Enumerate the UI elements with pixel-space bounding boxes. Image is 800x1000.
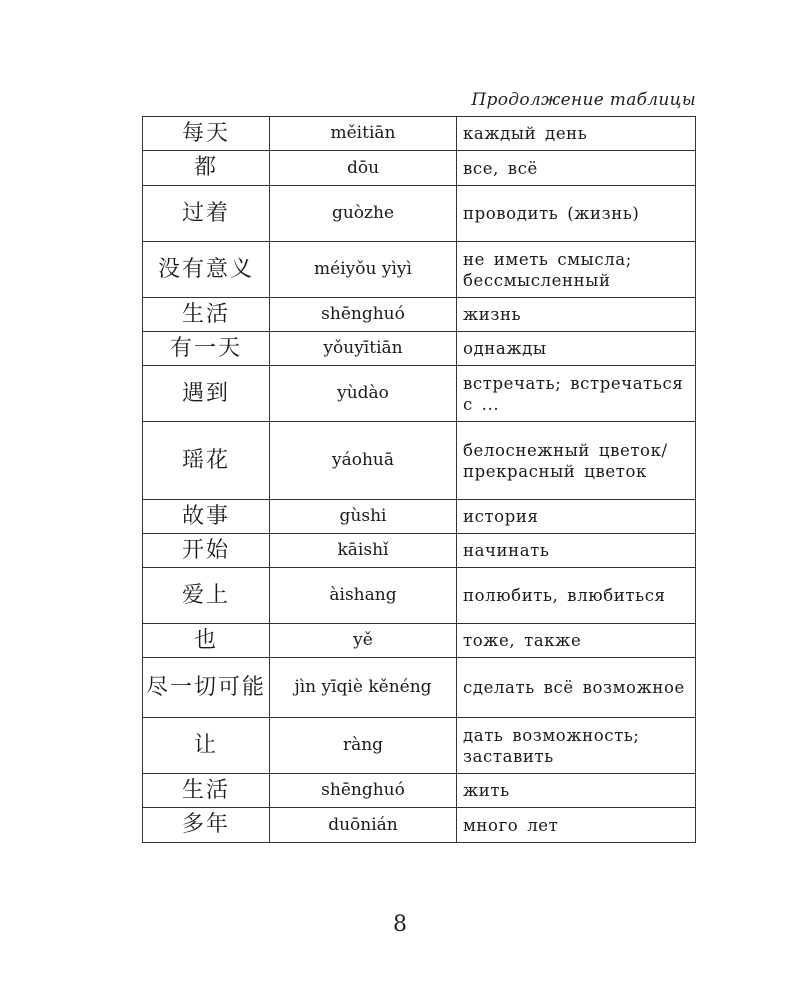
table-row: [143, 624, 696, 658]
table-row: [143, 332, 696, 366]
meaning-cell: много лет: [457, 808, 696, 843]
pinyin-cell: yǒuyītiān: [270, 332, 457, 366]
table-row: [143, 151, 696, 186]
pinyin-cell: shēnghuó: [270, 298, 457, 332]
hanzi-cell: 没有意义: [143, 242, 270, 298]
meaning-cell: встречать; встречаться с ...: [457, 366, 696, 422]
pinyin-cell: shēnghuó: [270, 774, 457, 808]
hanzi-cell: 有一天: [143, 332, 270, 366]
table-row: [143, 366, 696, 422]
vocabulary-table: [142, 116, 696, 843]
meaning-cell: начинать: [457, 534, 696, 568]
pinyin-cell: duōnián: [270, 808, 457, 843]
pinyin-cell: yě: [270, 624, 457, 658]
table-row: [143, 500, 696, 534]
page-number: 8: [393, 912, 407, 937]
table-row: [143, 718, 696, 774]
pinyin-cell: àishang: [270, 568, 457, 624]
meaning-cell: не иметь смысла; бессмысленный: [457, 242, 696, 298]
hanzi-cell: 开始: [143, 534, 270, 568]
table-row: [143, 774, 696, 808]
hanzi-cell: 瑶花: [143, 422, 270, 500]
hanzi-cell: 多年: [143, 808, 270, 843]
pinyin-cell: méiyǒu yìyì: [270, 242, 457, 298]
meaning-cell: жить: [457, 774, 696, 808]
table-row: [143, 186, 696, 242]
table-continuation-note: Продолжение таблицы: [471, 90, 696, 110]
meaning-cell: тоже, также: [457, 624, 696, 658]
hanzi-cell: 都: [143, 151, 270, 186]
meaning-cell: история: [457, 500, 696, 534]
table-row: [143, 298, 696, 332]
pinyin-cell: guòzhe: [270, 186, 457, 242]
meaning-cell: белоснежный цветок/прекрасный цветок: [457, 422, 696, 500]
meaning-cell: жизнь: [457, 298, 696, 332]
pinyin-cell: dōu: [270, 151, 457, 186]
hanzi-cell: 过着: [143, 186, 270, 242]
pinyin-cell: kāishǐ: [270, 534, 457, 568]
table-row: [143, 242, 696, 298]
hanzi-cell: 遇到: [143, 366, 270, 422]
table-row: [143, 117, 696, 151]
meaning-cell: сделать всё возможное: [457, 658, 696, 718]
pinyin-cell: yáohuā: [270, 422, 457, 500]
meaning-cell: дать возможность; заставить: [457, 718, 696, 774]
pinyin-cell: yùdào: [270, 366, 457, 422]
hanzi-cell: 爱上: [143, 568, 270, 624]
table-row: [143, 534, 696, 568]
meaning-cell: проводить (жизнь): [457, 186, 696, 242]
table-row: [143, 808, 696, 843]
hanzi-cell: 尽一切可能: [143, 658, 270, 718]
hanzi-cell: 也: [143, 624, 270, 658]
hanzi-cell: 每天: [143, 117, 270, 151]
pinyin-cell: gùshi: [270, 500, 457, 534]
hanzi-cell: 故事: [143, 500, 270, 534]
meaning-cell: каждый день: [457, 117, 696, 151]
meaning-cell: все, всё: [457, 151, 696, 186]
pinyin-cell: ràng: [270, 718, 457, 774]
table-row: [143, 568, 696, 624]
hanzi-cell: 生活: [143, 774, 270, 808]
table-row: [143, 422, 696, 500]
pinyin-cell: jìn yīqiè kěnéng: [270, 658, 457, 718]
meaning-cell: полюбить, влюбиться: [457, 568, 696, 624]
hanzi-cell: 让: [143, 718, 270, 774]
table-row: [143, 658, 696, 718]
meaning-cell: однажды: [457, 332, 696, 366]
hanzi-cell: 生活: [143, 298, 270, 332]
pinyin-cell: měitiān: [270, 117, 457, 151]
